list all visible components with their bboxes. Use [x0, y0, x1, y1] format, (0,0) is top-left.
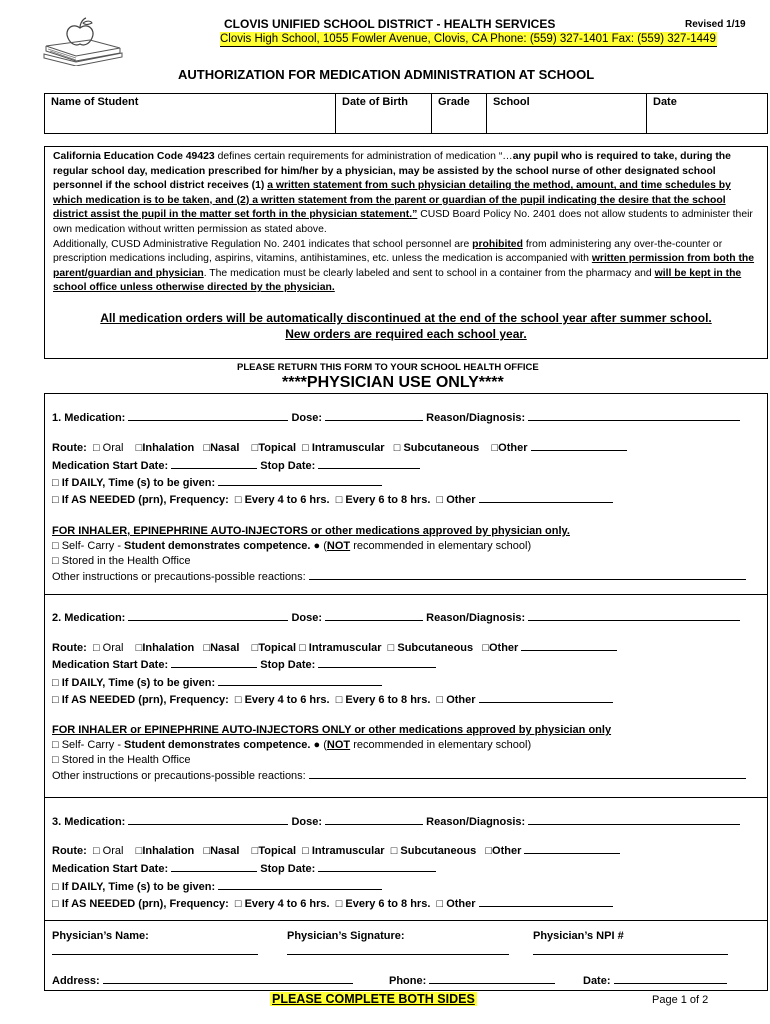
stop-date-label: Stop Date:: [260, 863, 316, 875]
school-contact-text: Clovis High School, 1055 Fowler Avenue, Clovis, CA Phone: (559) 327-1401 Fax: (559) 327-1449: [220, 33, 716, 45]
other-route-checkbox[interactable]: □Other: [482, 642, 519, 654]
med1-other-instr-row: [52, 569, 746, 583]
not-emphasis: NOT: [326, 540, 351, 552]
self-carry-note: recommended in elementary school): [350, 739, 532, 751]
self-carry-checkbox[interactable]: □ Self- Carry -: [52, 739, 125, 751]
revised-date: Revised 1/19: [685, 19, 746, 30]
stop-date-label: Stop Date:: [260, 460, 316, 472]
policy-text: . The medication must be clearly labeled and sent to school in a container from the pharmacy and: [203, 267, 655, 279]
med2-dose-input[interactable]: [325, 610, 423, 621]
policy-text: from administering any over-the-counter or prescription medications including, aspirins, vitamins, antihistamines, etc. unless the medication is accompanied with: [53, 238, 723, 265]
return-instruction: PLEASE RETURN THIS FORM TO YOUR SCHOOL HEALTH OFFICE: [237, 362, 539, 373]
dose-label: Dose:: [291, 816, 323, 828]
med1-label: 1. Medication:: [52, 412, 126, 424]
med1-route-row: [52, 440, 627, 454]
med2-other-instr-row: [52, 768, 746, 782]
other-route-checkbox[interactable]: □Other: [491, 442, 528, 454]
other-freq-checkbox[interactable]: □ Other: [436, 694, 476, 706]
nasal-checkbox[interactable]: □Nasal: [203, 442, 240, 454]
discontinue-notice: All medication orders will be automatically discontinued at the end of the school year after summer school.: [100, 310, 712, 325]
phone-input[interactable]: [429, 973, 555, 984]
address-input[interactable]: [103, 973, 353, 984]
policy-text: CUSD Board Policy No. 2401 does not allow students to administer their own medication without written permission as stated above.: [53, 209, 753, 235]
med2-dates-row: [52, 657, 436, 671]
every6-checkbox[interactable]: □ Every 6 to 8 hrs.: [335, 494, 431, 506]
prn-checkbox[interactable]: □ If AS NEEDED (prn), Frequency:: [52, 694, 229, 706]
med1-other-freq-input[interactable]: [479, 492, 613, 503]
med1-name-input[interactable]: [128, 410, 288, 421]
policy-text-underlined: a written statement from such physician detailing the method, amount, and time schedules by which medication is to be taken, and (2) a written statement from the parent or guardian of the pupil indicating the desire that the school district assist the pupil in the matter set forth in the physician statement.”: [53, 180, 731, 221]
self-carry-competence: Student demonstrates competence.: [124, 540, 311, 552]
physician-use-heading: ****PHYSICIAN USE ONLY****: [282, 374, 504, 391]
med2-route-row: [52, 640, 617, 654]
med3-daily-row: [52, 879, 382, 893]
med3-name-input[interactable]: [128, 814, 288, 825]
med1-dose-input[interactable]: [325, 410, 423, 421]
med1-daily-row: [52, 475, 382, 489]
school-label: School: [493, 96, 530, 108]
med1-row: [52, 410, 740, 424]
nasal-checkbox[interactable]: □Nasal: [203, 845, 240, 857]
dob-field[interactable]: [336, 94, 432, 133]
not-emphasis: NOT: [326, 739, 351, 751]
complete-both-sides-notice: PLEASE COMPLETE BOTH SIDES: [272, 992, 475, 1006]
reason-label: Reason/Diagnosis:: [426, 412, 526, 424]
med2-other-freq-input[interactable]: [479, 692, 613, 703]
physician-npi-input[interactable]: [533, 954, 728, 955]
student-name-label: Name of Student: [51, 96, 139, 108]
subcutaneous-checkbox[interactable]: □ Subcutaneous: [390, 845, 477, 857]
route-label: Route:: [52, 845, 87, 857]
physician-npi-label: Physician’s NPI #: [533, 930, 624, 942]
address-row: [52, 973, 353, 987]
med3-other-route-input[interactable]: [524, 843, 620, 854]
ed-code-ref: California Education Code 49423: [53, 151, 215, 162]
self-carry-competence: Student demonstrates competence.: [124, 739, 311, 751]
stored-checkbox[interactable]: □ Stored in the Health Office: [52, 754, 191, 766]
dob-label: Date of Birth: [342, 96, 408, 108]
books-apple-logo: [40, 16, 126, 66]
school-contact-line: [220, 32, 717, 47]
page-number: Page 1 of 2: [652, 994, 709, 1006]
inhalation-checkbox[interactable]: □Inhalation: [135, 442, 195, 454]
med2-start-input[interactable]: [171, 657, 257, 668]
policy-text-underlined: will be kept in the school office unless otherwise directed by the physician.: [53, 267, 742, 294]
intramuscular-checkbox[interactable]: □ Intramuscular: [302, 442, 385, 454]
self-carry-bullet: ● (: [310, 739, 327, 751]
intramuscular-checkbox[interactable]: □ Intramuscular: [299, 642, 382, 654]
other-instructions-label: Other instructions or precautions-possible reactions:: [52, 571, 306, 583]
med2-label: 2. Medication:: [52, 612, 126, 624]
policy-text: defines certain requirements for administration of medication “…: [214, 151, 513, 162]
self-carry-note: recommended in elementary school): [350, 540, 532, 552]
med1-reason-input[interactable]: [528, 410, 740, 421]
policy-text-underlined: written permission from both the parent/guardian and physician: [53, 253, 755, 279]
physician-name-label: Physician’s Name:: [52, 930, 149, 942]
topical-checkbox[interactable]: □Topical: [251, 442, 297, 454]
med3-route-row: [52, 843, 620, 857]
med2-row: [52, 610, 740, 624]
policy-box: [44, 146, 768, 359]
section-divider: [44, 920, 768, 921]
new-orders-notice: New orders are required each school year.: [285, 326, 527, 341]
med2-inhaler-note: FOR INHALER or EPINEPHRINE AUTO-INJECTORS ONLY or other medications approved by physician only: [52, 724, 612, 736]
date-label: Date: [653, 96, 677, 108]
oral-checkbox[interactable]: □ Oral: [92, 642, 124, 654]
med1-daily-input[interactable]: [218, 475, 382, 486]
dose-label: Dose:: [291, 412, 323, 424]
other-instructions-label: Other instructions or precautions-possible reactions:: [52, 770, 306, 782]
med1-start-input[interactable]: [171, 458, 257, 469]
grade-field[interactable]: [432, 94, 487, 133]
prn-checkbox[interactable]: □ If AS NEEDED (prn), Frequency:: [52, 898, 229, 910]
daily-checkbox[interactable]: □ If DAILY, Time (s) to be given:: [52, 677, 216, 689]
policy-text-bold: any pupil who is required to take, during the regular school day, medication prescribed for him/her by a physician, may be assisted by the school nurse of other designated school personnel if the school district receives (1): [53, 151, 731, 192]
med2-self-carry-row: [52, 739, 531, 751]
inhalation-checkbox[interactable]: □Inhalation: [135, 642, 195, 654]
intramuscular-checkbox[interactable]: □ Intramuscular: [302, 845, 385, 857]
med1-self-carry-row: [52, 540, 531, 552]
other-freq-checkbox[interactable]: □ Other: [436, 494, 476, 506]
med3-start-input[interactable]: [171, 861, 257, 872]
every4-checkbox[interactable]: □ Every 4 to 6 hrs.: [234, 898, 330, 910]
med1-dates-row: [52, 458, 420, 472]
med1-stored-row: [52, 555, 191, 567]
date-label: Date:: [583, 975, 611, 987]
med1-stop-input[interactable]: [318, 458, 420, 469]
med2-name-input[interactable]: [128, 610, 288, 621]
med1-prn-row: [52, 492, 613, 506]
route-label: Route:: [52, 442, 87, 454]
physician-signature-input[interactable]: [287, 954, 509, 955]
other-freq-checkbox[interactable]: □ Other: [436, 898, 476, 910]
nasal-checkbox[interactable]: □Nasal: [203, 642, 240, 654]
route-label: Route:: [52, 642, 87, 654]
stop-date-label: Stop Date:: [260, 659, 316, 671]
policy-text: Additionally, CUSD Administrative Regulation No. 2401 indicates that school personnel are: [53, 238, 473, 250]
school-field[interactable]: [487, 94, 647, 133]
med3-stop-input[interactable]: [318, 861, 436, 872]
self-carry-bullet: ● (: [310, 540, 327, 552]
med3-row: [52, 814, 740, 828]
med3-label: 3. Medication:: [52, 816, 126, 828]
oral-checkbox[interactable]: □ Oral: [92, 845, 124, 857]
med3-prn-row: [52, 896, 613, 910]
policy-paragraph-2: [53, 238, 759, 296]
subcutaneous-checkbox[interactable]: □ Subcutaneous: [387, 642, 474, 654]
grade-label: Grade: [438, 96, 470, 108]
other-route-checkbox[interactable]: □Other: [485, 845, 522, 857]
physician-signature-label: Physician’s Signature:: [287, 930, 405, 942]
student-info-table: [44, 93, 768, 134]
med1-other-route-input[interactable]: [531, 440, 627, 451]
start-date-label: Medication Start Date:: [52, 659, 169, 671]
dose-label: Dose:: [291, 612, 323, 624]
med2-daily-row: [52, 675, 382, 689]
stored-checkbox[interactable]: □ Stored in the Health Office: [52, 555, 191, 567]
daily-checkbox[interactable]: □ If DAILY, Time (s) to be given:: [52, 881, 216, 893]
med3-daily-input[interactable]: [218, 879, 382, 890]
med3-dose-input[interactable]: [325, 814, 423, 825]
med3-reason-input[interactable]: [528, 814, 740, 825]
every4-checkbox[interactable]: □ Every 4 to 6 hrs.: [234, 694, 330, 706]
section-divider: [44, 797, 768, 798]
section-divider: [44, 594, 768, 595]
policy-paragraph-1: [53, 150, 759, 238]
reason-label: Reason/Diagnosis:: [426, 816, 526, 828]
prn-checkbox[interactable]: □ If AS NEEDED (prn), Frequency:: [52, 494, 229, 506]
med3-dates-row: [52, 861, 436, 875]
med2-other-instr-input[interactable]: [309, 768, 746, 779]
inhalation-checkbox[interactable]: □Inhalation: [135, 845, 195, 857]
every6-checkbox[interactable]: □ Every 6 to 8 hrs.: [335, 898, 431, 910]
phone-row: [389, 973, 555, 987]
physician-name-input[interactable]: [52, 954, 258, 955]
phone-label: Phone:: [389, 975, 427, 987]
every4-checkbox[interactable]: □ Every 4 to 6 hrs.: [234, 494, 330, 506]
topical-checkbox[interactable]: □Topical: [251, 845, 297, 857]
reason-label: Reason/Diagnosis:: [426, 612, 526, 624]
date-row: [583, 973, 727, 987]
med2-prn-row: [52, 692, 613, 706]
subcutaneous-checkbox[interactable]: □ Subcutaneous: [393, 442, 480, 454]
district-heading: CLOVIS UNIFIED SCHOOL DISTRICT - HEALTH SERVICES: [224, 17, 556, 31]
med2-stop-input[interactable]: [318, 657, 436, 668]
date-field[interactable]: [647, 94, 769, 133]
med1-inhaler-note: FOR INHALER, EPINEPHRINE AUTO-INJECTORS or other medications approved by physician only.: [52, 525, 570, 537]
topical-checkbox[interactable]: □Topical: [251, 642, 297, 654]
every6-checkbox[interactable]: □ Every 6 to 8 hrs.: [335, 694, 431, 706]
oral-checkbox[interactable]: □ Oral: [92, 442, 124, 454]
policy-text-underlined: prohibited: [472, 238, 523, 250]
med2-other-route-input[interactable]: [521, 640, 617, 651]
med3-other-freq-input[interactable]: [479, 896, 613, 907]
med2-stored-row: [52, 754, 191, 766]
start-date-label: Medication Start Date:: [52, 863, 169, 875]
med2-reason-input[interactable]: [528, 610, 740, 621]
med2-daily-input[interactable]: [218, 675, 382, 686]
address-label: Address:: [52, 975, 100, 987]
date-input[interactable]: [614, 973, 727, 984]
start-date-label: Medication Start Date:: [52, 460, 169, 472]
med1-other-instr-input[interactable]: [309, 569, 746, 580]
form-title: AUTHORIZATION FOR MEDICATION ADMINISTRATION AT SCHOOL: [178, 67, 595, 82]
student-name-field[interactable]: [45, 94, 336, 133]
self-carry-checkbox[interactable]: □ Self- Carry -: [52, 540, 125, 552]
daily-checkbox[interactable]: □ If DAILY, Time (s) to be given:: [52, 477, 216, 489]
